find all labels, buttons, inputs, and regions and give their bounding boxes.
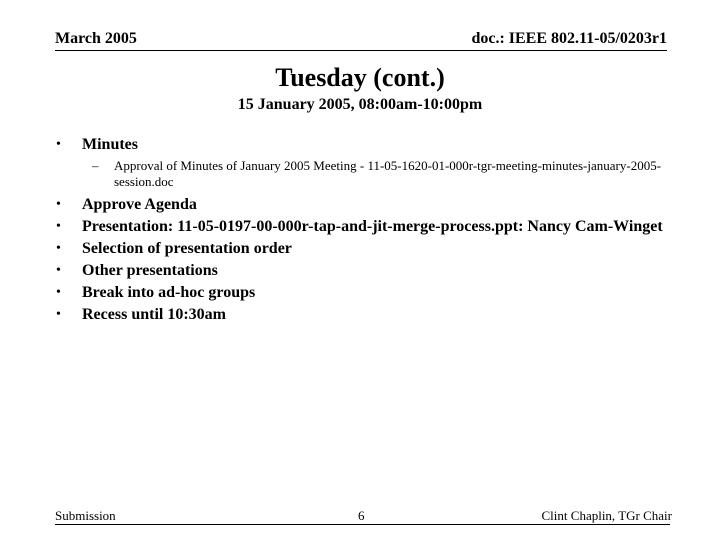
bullet-icon: • — [56, 137, 61, 152]
bullet-text: Break into ad-hoc groups — [82, 284, 256, 301]
bullet-item-break — [56, 284, 686, 302]
bullet-text: Recess until 10:30am — [82, 306, 226, 323]
sub-bullet-text: Approval of Minutes of January 2005 Meeting - 11-05-1620-01-000r-tgr-meeting-minutes-january-2005-session.doc — [114, 158, 662, 189]
footer-divider — [55, 524, 670, 525]
header-doc-id: doc.: IEEE 802.11-05/0203r1 — [471, 30, 667, 47]
bullet-icon: • — [56, 197, 61, 212]
dash-icon: – — [92, 158, 99, 173]
sub-bullet-item-approval — [56, 158, 700, 190]
bullet-item-recess — [56, 306, 686, 324]
bullet-item-presentation — [56, 218, 686, 236]
footer-page-number: 6 — [358, 508, 365, 523]
slide-title: Tuesday (cont.) — [275, 63, 445, 92]
bullet-icon: • — [56, 219, 61, 234]
header-divider — [55, 50, 667, 51]
bullet-text: Other presentations — [82, 262, 218, 279]
bullet-icon: • — [56, 241, 61, 256]
header-date: March 2005 — [55, 30, 137, 47]
bullet-item-other-presentations — [56, 262, 686, 280]
bullet-text: Minutes — [82, 136, 138, 153]
footer-submission: Submission — [55, 508, 116, 523]
footer-author: Clint Chaplin, TGr Chair — [541, 508, 672, 523]
slide-subtitle: 15 January 2005, 08:00am-10:00pm — [237, 96, 483, 113]
bullet-icon: • — [56, 263, 61, 278]
bullet-icon: • — [56, 285, 61, 300]
bullet-item-selection — [56, 240, 686, 258]
bullet-text: Presentation: 11-05-0197-00-000r-tap-and-jit-merge-process.ppt: Nancy Cam-Winget — [82, 218, 663, 235]
bullet-text: Approve Agenda — [82, 196, 197, 213]
bullet-item-minutes — [56, 136, 686, 154]
bullet-icon: • — [56, 307, 61, 322]
bullet-text: Selection of presentation order — [82, 240, 292, 257]
bullet-item-approve-agenda — [56, 196, 686, 214]
bullet-list — [56, 136, 686, 328]
